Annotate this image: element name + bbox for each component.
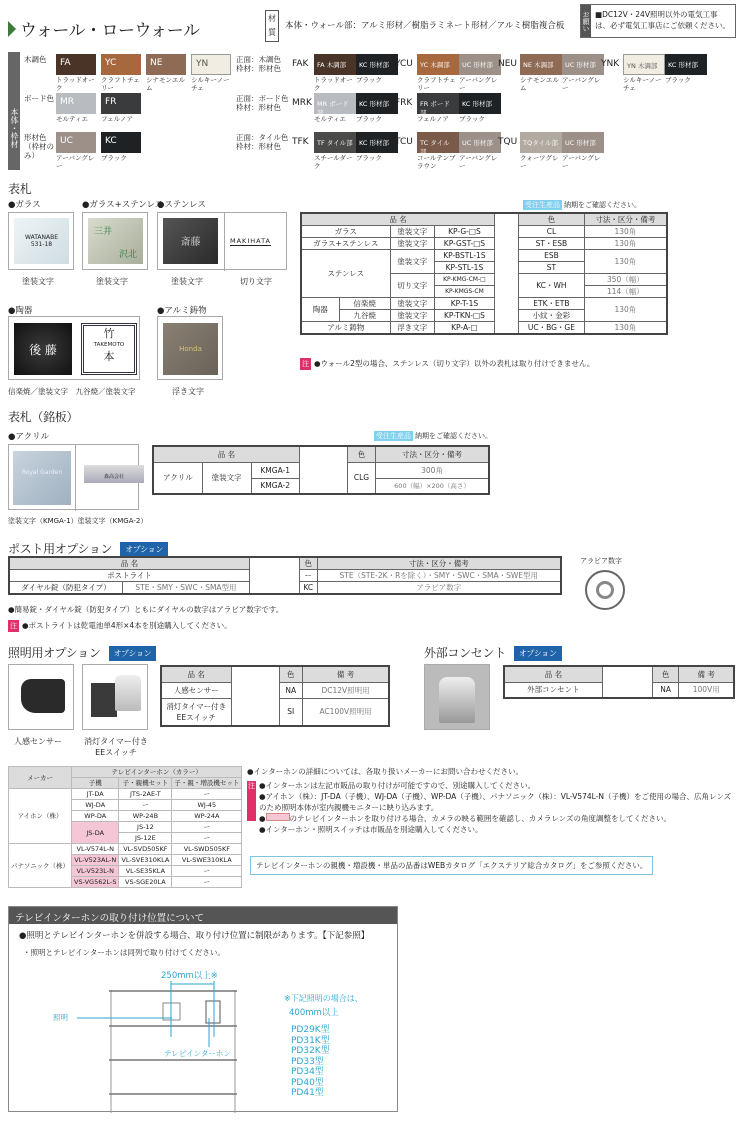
glass-stainless-plate-image <box>82 212 148 270</box>
color-name: トラッドオーク <box>56 76 95 92</box>
front-swatch: MR ボード部 <box>314 93 356 114</box>
td: SI <box>279 698 303 726</box>
made-to-order-badge: 受注生産品 <box>376 432 411 440</box>
blank-col <box>602 666 652 698</box>
td: UC・BG・GE <box>519 322 585 335</box>
caption: 塗装文字 <box>171 277 203 286</box>
blank-col <box>299 446 347 494</box>
made-to-order <box>523 200 641 210</box>
td: 外部コンセント <box>504 682 602 698</box>
color-row-label: ボード色 <box>24 94 54 103</box>
th: 品 名 <box>504 666 602 682</box>
front-swatch: FR ボード部 <box>417 93 459 114</box>
acrylic-plate-image <box>8 444 139 510</box>
td: VL-SWE310KLA <box>172 855 242 866</box>
group-glass: ●ガラス <box>8 200 41 210</box>
note-text: ●ウォール2型の場合、ステンレス（切り文字）以外の表札は取り付けできません。 <box>314 359 595 368</box>
option-badge: オプション <box>109 646 157 661</box>
group-aluminum: ●アルミ鋳物 <box>157 306 207 316</box>
plate-text: MAKIHATA <box>230 237 271 245</box>
title-text: ウォール・ローウォール <box>20 21 200 41</box>
td: WP-24A <box>172 811 242 822</box>
color-name: モルティエ <box>56 115 88 123</box>
td: AC100V照明用 <box>303 698 389 726</box>
caption: 塗装文字 <box>22 277 54 286</box>
arrow-icon <box>8 21 16 37</box>
front-swatch: TF タイル部 <box>314 132 356 153</box>
note-text: ●インターホン・照明スイッチは市販品を別途購入してください。 <box>259 825 483 834</box>
color-name: ブラック <box>356 76 382 84</box>
combo-swatch-tqu <box>520 132 604 153</box>
td: CLG <box>347 462 375 494</box>
td: VL-SWD505KF <box>172 844 242 855</box>
td: KP-GST-□S <box>434 238 494 250</box>
page-title <box>8 16 199 41</box>
td: ー <box>172 822 242 833</box>
group-ceramic: ●陶器 <box>8 306 33 316</box>
th: 備 考 <box>303 666 389 682</box>
th: テレビインターホン（カラー） <box>72 767 242 778</box>
color-swatch-ne: NE <box>146 54 186 75</box>
color-name: シルキーノーチェ <box>623 76 662 92</box>
nameplate-note <box>300 358 594 370</box>
td: KP-BSTL-1S <box>434 250 494 262</box>
acrylic-heading: 表札（銘板） <box>8 410 79 424</box>
color-swatch-kc: KC <box>101 132 141 153</box>
dial-label: アラビア数字 <box>580 557 622 565</box>
post-note <box>8 620 232 632</box>
td: VS-VG562L-S <box>72 877 119 888</box>
td: DC12V照明用 <box>303 682 389 698</box>
color-swatch-uc: UC <box>56 132 96 153</box>
note-text: ●インターホンは左記市販品の取り付けが可能ですので、別途購入してください。 <box>259 781 536 790</box>
front-swatch: NE 木調部 <box>520 54 562 75</box>
th: 色 <box>279 666 303 682</box>
th: 品 名 <box>153 446 299 462</box>
plate-text: 竹 <box>103 327 115 340</box>
front-swatch: FA 木調部 <box>314 54 356 75</box>
note-tag: 注 <box>247 781 256 821</box>
catalog-note: テレビインターホンの親機・増設機・単品の品番はWEBカタログ「エクステリア総合カタログ」をご参照ください。 <box>250 856 653 875</box>
td: VS-SGE20LA <box>119 877 172 888</box>
color-swatch-yn: YN <box>191 54 231 75</box>
model-item: PD40型 <box>291 1077 324 1088</box>
color-name: ブラック <box>665 76 691 84</box>
color-name: コールテンブラウン <box>417 154 456 170</box>
td: 130角 <box>584 322 667 335</box>
td: VL-SVD505KF <box>119 844 172 855</box>
th: 子・親・増設機セット <box>172 778 242 789</box>
combo-code: TQU <box>498 137 518 147</box>
td: ガラス+ステンレス <box>301 238 390 250</box>
td: JS-12 <box>119 822 172 833</box>
td: 塗装文字 <box>390 310 434 322</box>
caption: 消灯タイマー付き EEスイッチ <box>84 737 148 757</box>
color-side-label: 本体・枠材 <box>8 52 20 170</box>
td: KP-TKN-□S <box>434 310 494 322</box>
heading-text: ポスト用オプション <box>8 542 113 556</box>
color-name: スチールダーク <box>314 154 353 170</box>
color-name: アーバングレー <box>562 154 601 170</box>
caption: 塗装文字（KMGA-1）塗装文字（KMGA-2） <box>8 517 148 525</box>
color-name: クラフトチェリー <box>101 76 140 92</box>
td: 小紋・金彩 <box>519 310 585 322</box>
td: ー <box>119 800 172 811</box>
motion-sensor-image <box>8 664 74 730</box>
mounting-section <box>8 906 398 1112</box>
td: 人感センサー <box>161 682 231 698</box>
note-text: ●ポストライトは乾電池単4形×4本を別途購入してください。 <box>22 621 232 630</box>
intercom-table <box>8 766 242 888</box>
note-text-highlight: ● のテレビインターホンを取り付ける場合、カメラの映る範囲を確認し、カメラレンズの角度調整をしてください。 <box>259 814 671 823</box>
aluminum-plate-image <box>157 316 223 380</box>
combo-code: TCU <box>395 137 413 147</box>
th: 子・親機セット <box>119 778 172 789</box>
dimension-label: 250mm以上※ <box>161 971 218 981</box>
caption: 人感センサー <box>14 737 62 746</box>
made-to-order-text: 納期をご確認ください。 <box>415 432 492 440</box>
color-name: クォーツグレー <box>520 154 559 170</box>
td: アラビア数字 <box>317 582 561 595</box>
frame-swatch: UC 形材部 <box>459 132 501 153</box>
td: ポストライト <box>9 570 249 582</box>
made-to-order-badge: 受注生産品 <box>525 201 560 209</box>
td: KP-KMG-CM-□ <box>434 274 494 286</box>
heading-text: 外部コンセント <box>424 646 506 660</box>
glass-plate-image <box>8 212 74 270</box>
frame-swatch: KC 形材部 <box>356 132 398 153</box>
td: JTS-2AE-T <box>119 789 172 800</box>
group-stainless: ●ステンレス <box>157 200 206 210</box>
timer-switch-image <box>82 664 148 730</box>
td: VL-V523AL-N <box>72 855 119 866</box>
td: ESB <box>519 250 585 262</box>
td: ST・ESB <box>519 238 585 250</box>
td: ー <box>299 570 317 582</box>
th: 備 考 <box>679 666 734 682</box>
td: アルミ鋳物 <box>301 322 390 335</box>
plate-text: 本 <box>103 350 115 363</box>
td: WJ-DA <box>72 800 119 811</box>
pink-swatch <box>266 813 290 821</box>
th: 品 名 <box>9 557 249 570</box>
td: ステンレス <box>301 250 390 298</box>
frame-swatch: KC 形材部 <box>356 54 398 75</box>
td: ー <box>172 877 242 888</box>
front-swatch: YC 木調部 <box>417 54 459 75</box>
th: 色 <box>347 446 375 462</box>
blank-col <box>231 666 279 726</box>
td: 切り文字 <box>390 274 434 298</box>
color-name: シナモンエルム <box>146 76 185 92</box>
th: 色 <box>652 666 679 682</box>
combo-code: MRK <box>292 98 312 108</box>
td: アクリル <box>153 462 202 494</box>
caption: 浮き文字 <box>172 387 204 396</box>
th: 寸法・区分・備考 <box>317 557 561 570</box>
td: WP-24B <box>119 811 172 822</box>
td: ー <box>172 833 242 844</box>
note-tag: 注 <box>302 360 309 368</box>
td: VL-V523L-N <box>72 866 119 877</box>
section-heading: テレビインターホンの取り付け位置について <box>9 907 397 924</box>
combo-swatch-tfk <box>314 132 398 153</box>
td: ダイヤル錠（防犯タイプ） <box>9 582 123 595</box>
frame-swatch: KC 形材部 <box>665 54 707 75</box>
plate-text: 三井 <box>94 227 113 237</box>
combo-code: FRK <box>395 98 413 108</box>
outlet-image <box>424 664 490 730</box>
nameplate-table <box>300 212 668 335</box>
combo-swatch-ynk <box>623 54 707 75</box>
lighting-heading <box>8 644 156 661</box>
option-badge: オプション <box>514 646 562 661</box>
front-swatch: YN 木調部 <box>623 54 665 75</box>
mounting-note: 400mm以上 <box>289 1008 339 1018</box>
td: ー <box>172 789 242 800</box>
model-item: PD31K型 <box>291 1035 330 1046</box>
combo-swatch-tcu <box>417 132 501 156</box>
nameplate-heading: 表札 <box>8 182 32 196</box>
mounting-diagram <box>9 907 399 1113</box>
color-name: シルキーノーチェ <box>191 76 230 92</box>
ceramic-plate-image <box>8 316 140 380</box>
dial-icon <box>585 570 625 610</box>
td: JT-DA <box>72 789 119 800</box>
combo-swatch-fak <box>314 54 398 75</box>
color-name: クラフトチェリー <box>417 76 456 92</box>
acrylic-table <box>152 445 490 495</box>
color-name: ブラック <box>356 115 382 123</box>
td: 信楽焼 <box>339 298 390 310</box>
color-name: アーバングレー <box>459 154 498 170</box>
td: パナソニック（株） <box>9 844 72 888</box>
lighting-table <box>160 665 390 727</box>
td: CL <box>519 226 585 238</box>
td: ST <box>519 262 585 274</box>
color-name: モルティエ <box>314 115 346 123</box>
td: WP-DA <box>72 811 119 822</box>
model-list <box>291 1025 330 1099</box>
combo-code: YNK <box>601 59 620 69</box>
frame-swatch: UC 形材部 <box>562 132 604 153</box>
color-swatch-mr: MR <box>56 93 96 114</box>
td: KP-T-1S <box>434 298 494 310</box>
color-name: アーバングレー <box>56 154 95 170</box>
td: WJ-45 <box>172 800 242 811</box>
plate-text: 沢北 <box>118 250 137 260</box>
post-heading <box>8 540 168 557</box>
td: ETK・ETB <box>519 298 585 310</box>
notice-tag: お願い <box>581 5 591 37</box>
combo-label: 正面：木調色 枠材：形材色 <box>236 55 281 73</box>
color-swatch-fa: FA <box>56 54 96 75</box>
td: STE（STE-2K・Rを除く）・SMY・SWC・SMA・SWE型用 <box>317 570 561 582</box>
color-name: アーバングレー <box>562 76 601 92</box>
td: VL-SE35KLA <box>119 866 172 877</box>
td: 350（幅） <box>584 274 667 286</box>
td: 100V用 <box>679 682 734 698</box>
th: 寸法・区分・備考 <box>584 213 667 226</box>
plate-text: Royal Garden <box>13 451 71 505</box>
td: 130角 <box>584 226 667 238</box>
color-name: ブラック <box>101 154 127 162</box>
model-item: PD32K型 <box>291 1046 330 1056</box>
td: KP-STL-1S <box>434 262 494 274</box>
combo-swatch-frk <box>417 93 501 117</box>
frame-swatch: KC 形材部 <box>356 93 398 114</box>
combo-label: 正面：ボード色 枠材：形材色 <box>236 94 289 112</box>
combo-swatch-ycu <box>417 54 501 75</box>
plate-text: 斎藤 <box>163 218 218 264</box>
option-badge: オプション <box>120 542 168 557</box>
td: ガラス <box>301 226 390 238</box>
color-name: ブラック <box>356 154 382 162</box>
color-row-label: 木調色 <box>24 55 47 64</box>
group-acrylic: ●アクリル <box>8 432 50 442</box>
td: 300角 <box>376 462 489 478</box>
th: 品 名 <box>161 666 231 682</box>
plate-text: WATANABE <box>24 234 59 241</box>
mounting-sub: ・照明とテレビインターホンは同列で取り付けてください。 <box>23 948 225 957</box>
mounting-note: ※下記照明の場合は、 <box>284 994 363 1003</box>
note-text: のテレビインターホンを取り付ける場合、カメラの映る範囲を確認し、カメラレンズの角度調整をしてください。 <box>289 814 671 823</box>
color-name: シナモンエルム <box>520 76 559 92</box>
color-name: フェルノア <box>101 115 133 123</box>
th: 品 名 <box>301 213 495 226</box>
combo-label: 正面：タイル色 枠材：形材色 <box>236 133 289 151</box>
made-to-order <box>374 431 492 441</box>
front-swatch: TQタイル部 <box>520 132 562 153</box>
td: 陶器 <box>301 298 339 322</box>
combo-code: TFK <box>292 137 309 147</box>
td: VL-SVE310KLA <box>119 855 172 866</box>
intercom-bullet: ●インターホンの詳細については、各取り扱いメーカーにお問い合わせください。 <box>247 767 523 776</box>
td: 130角 <box>584 298 667 322</box>
caption: 切り文字 <box>240 277 272 286</box>
material-text: 本体・ウォール部：アルミ形材／樹脂ラミネート形材／アルミ樹脂複合板 <box>285 21 565 31</box>
td: 130角 <box>584 238 667 250</box>
color-swatch-fr: FR <box>101 93 141 114</box>
frame-swatch: UC 形材部 <box>562 54 604 75</box>
combo-swatch-neu <box>520 54 604 75</box>
td: JS-DA <box>72 822 119 844</box>
note-text: ●アイホン（株）：JT-DA（子機）、WJ-DA（子機）、WP-DA（子機）、パナソニック（株）：VL-V574L-N（子機）をご使用の場合、広角レンズのため照明本体が室内親機モニターに映り込みます。 <box>259 792 732 812</box>
td: 浮き文字 <box>390 322 434 335</box>
group-glass-stainless: ●ガラス+ステンレス <box>82 200 164 210</box>
td: STE・SMY・SWC・SMA型用 <box>123 582 250 595</box>
td: NA <box>652 682 679 698</box>
td: KP-A-□ <box>434 322 494 335</box>
plate-text: 森高会社 <box>84 465 144 483</box>
post-table <box>8 556 562 595</box>
th: 色 <box>299 557 317 570</box>
td: 600（幅）×200（高さ） <box>376 478 489 494</box>
model-item: PD33型 <box>291 1056 324 1067</box>
material-label: 材質 <box>265 10 279 42</box>
color-name: ブラック <box>459 115 485 123</box>
td: KC <box>299 582 317 595</box>
intercom-notes <box>259 780 737 835</box>
th: 色 <box>519 213 585 226</box>
note-tag: 注 <box>10 622 17 630</box>
post-bullet: ●簡易錠・ダイヤル錠（防犯タイプ）ともにダイヤルの数字はアラビア数字です。 <box>8 605 284 614</box>
blank-col <box>249 557 299 594</box>
outlet-heading <box>424 644 562 661</box>
td: KC・WH <box>519 274 585 298</box>
td: JS-12E <box>119 833 172 844</box>
light-label: 照明 <box>53 1013 68 1022</box>
plate-text: TAKEMOTO <box>93 342 125 348</box>
frame-swatch: KC 形材部 <box>459 93 501 114</box>
td: 130角 <box>584 250 667 274</box>
heading-text: 照明用オプション <box>8 646 101 660</box>
td: 消灯タイマー付き EEスイッチ <box>161 698 231 726</box>
intercom-label: テレビインターホン <box>164 1049 231 1058</box>
color-swatch-yc: YC <box>101 54 141 75</box>
caption: 塗装文字 <box>96 277 128 286</box>
mounting-bullet: ●照明とテレビインターホンを併設する場合、取り付け位置に制限があります。【下記参照】 <box>19 931 370 941</box>
model-item: PD34型 <box>291 1067 324 1077</box>
model-item: PD29K型 <box>291 1025 330 1035</box>
td: KP-KMGS-CM <box>434 286 494 298</box>
th: 子機 <box>72 778 119 789</box>
td: KMGA-2 <box>251 478 299 494</box>
td: 塗装文字 <box>390 298 434 310</box>
caption: 信楽焼／塗装文字 九谷焼／塗装文字 <box>8 387 136 396</box>
color-name: アーバングレー <box>459 76 498 92</box>
th: メーカー <box>9 767 72 789</box>
td: 九谷焼 <box>339 310 390 322</box>
plate-text: 後 藤 <box>14 323 72 375</box>
outlet-table <box>503 665 735 699</box>
td: KMGA-1 <box>251 462 299 478</box>
td: NA <box>279 682 303 698</box>
notice-box <box>580 4 736 38</box>
th: 寸法・区分・備考 <box>376 446 489 462</box>
plate-text: 531-18 <box>30 241 53 248</box>
td: KP-G-□S <box>434 226 494 238</box>
color-name: トラッドオーク <box>314 76 353 92</box>
td: 塗装文字 <box>202 462 251 494</box>
td: 塗装文字 <box>390 226 434 238</box>
color-name: フェルノア <box>417 115 449 123</box>
td: アイホン（株） <box>9 789 72 844</box>
made-to-order-text: 納期をご確認ください。 <box>564 201 641 209</box>
notice-text: ■DC12V・24V照明以外の電気工事は、必ず電気工事店にご依頼ください。 <box>595 10 730 30</box>
blank-col <box>495 213 519 334</box>
td: ー <box>172 866 242 877</box>
td: 塗装文字 <box>390 250 434 274</box>
combo-swatch-mrk <box>314 93 398 117</box>
plate-text: Honda <box>163 323 218 375</box>
color-row-label: 形材色（枠材のみ） <box>24 133 54 160</box>
td: 塗装文字 <box>390 238 434 250</box>
model-item: PD41型 <box>291 1088 324 1098</box>
combo-code: NEU <box>498 59 518 69</box>
combo-code: FAK <box>292 59 309 69</box>
front-swatch: TC タイル部 <box>417 132 459 153</box>
stainless-plate-image <box>157 212 287 270</box>
td: VL-V574L-N <box>72 844 119 855</box>
frame-swatch: UC 形材部 <box>459 54 501 75</box>
combo-code: YCU <box>395 59 413 69</box>
td: 114（幅） <box>584 286 667 298</box>
